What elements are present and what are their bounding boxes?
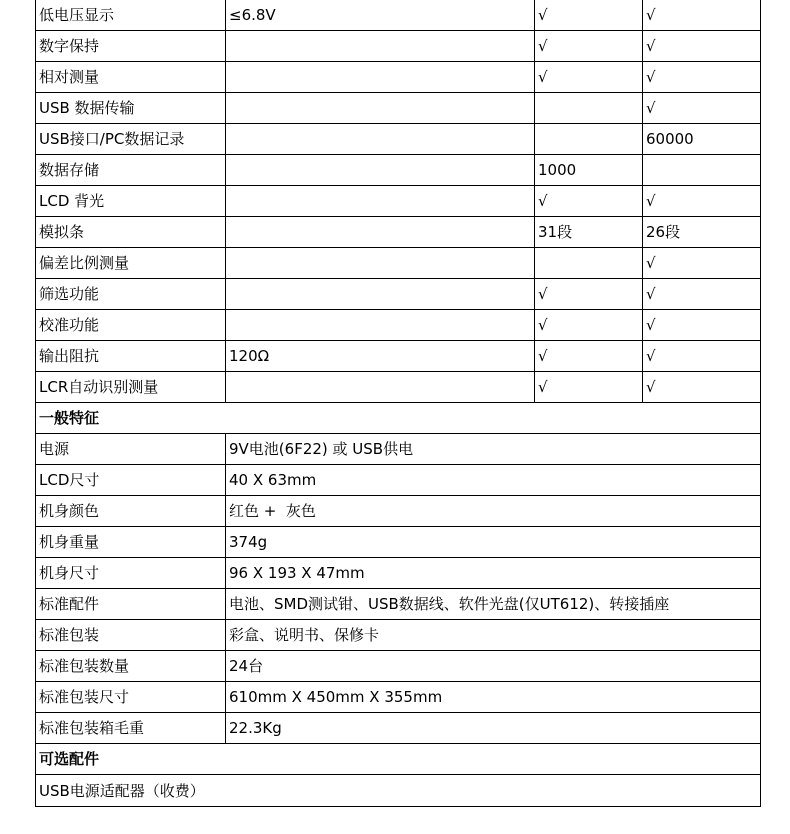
feature-spec: [226, 186, 535, 217]
feature-label: 模拟条: [36, 217, 226, 248]
table-row: [36, 496, 761, 527]
spec-value: 96 X 193 X 47mm: [226, 558, 761, 589]
feature-spec: [226, 217, 535, 248]
table-row: [36, 620, 761, 651]
model1-value: √: [535, 341, 643, 372]
feature-spec: [226, 310, 535, 341]
model1-value: √: [535, 0, 643, 31]
table-row: [36, 124, 761, 155]
table-row: [36, 248, 761, 279]
feature-label: LCD 背光: [36, 186, 226, 217]
model1-value: [535, 248, 643, 279]
model2-value: [643, 155, 761, 186]
model1-value: √: [535, 372, 643, 403]
spec-table-body: [36, 0, 761, 807]
section-title-general: 一般特征: [36, 403, 761, 434]
spec-value: 610mm X 450mm X 355mm: [226, 682, 761, 713]
section-title-optional: 可选配件: [36, 744, 761, 775]
section-header-row: [36, 403, 761, 434]
table-row: [36, 372, 761, 403]
model2-value: √: [643, 279, 761, 310]
table-row: [36, 155, 761, 186]
feature-label: 输出阻抗: [36, 341, 226, 372]
spec-table: [35, 0, 761, 807]
spec-label: 标准配件: [36, 589, 226, 620]
model1-value: √: [535, 186, 643, 217]
spec-value: 电池、SMD测试钳、USB数据线、软件光盘(仅UT612)、转接插座: [226, 589, 761, 620]
table-row: [36, 217, 761, 248]
feature-label: 相对测量: [36, 62, 226, 93]
feature-label: 偏差比例测量: [36, 248, 226, 279]
model2-value: √: [643, 372, 761, 403]
spec-value: 红色 + 灰色: [226, 496, 761, 527]
model2-value: √: [643, 93, 761, 124]
feature-spec: ≤6.8V: [226, 0, 535, 31]
table-row: [36, 279, 761, 310]
feature-spec: [226, 155, 535, 186]
spec-label: 标准包装箱毛重: [36, 713, 226, 744]
table-row: [36, 589, 761, 620]
feature-label: USB 数据传输: [36, 93, 226, 124]
table-row: [36, 31, 761, 62]
spec-value: 彩盒、说明书、保修卡: [226, 620, 761, 651]
spec-label: 机身重量: [36, 527, 226, 558]
model1-value: √: [535, 62, 643, 93]
model1-value: √: [535, 310, 643, 341]
model2-value: √: [643, 248, 761, 279]
model1-value: 1000: [535, 155, 643, 186]
model2-value: 60000: [643, 124, 761, 155]
table-row: [36, 341, 761, 372]
feature-spec: [226, 62, 535, 93]
spec-label: 机身颜色: [36, 496, 226, 527]
feature-label: 低电压显示: [36, 0, 226, 31]
spec-label: 标准包装数量: [36, 651, 226, 682]
table-row: [36, 186, 761, 217]
spec-label: 标准包装: [36, 620, 226, 651]
table-row: [36, 558, 761, 589]
feature-spec: [226, 279, 535, 310]
feature-label: 数字保持: [36, 31, 226, 62]
feature-spec: [226, 93, 535, 124]
spec-value: 22.3Kg: [226, 713, 761, 744]
model1-value: [535, 93, 643, 124]
spec-label: 电源: [36, 434, 226, 465]
section-header-row: [36, 744, 761, 775]
table-row: [36, 713, 761, 744]
model2-value: √: [643, 310, 761, 341]
model1-value: √: [535, 31, 643, 62]
feature-spec: [226, 124, 535, 155]
table-row: [36, 434, 761, 465]
model2-value: √: [643, 31, 761, 62]
spec-value: 9V电池(6F22) 或 USB供电: [226, 434, 761, 465]
table-row: [36, 310, 761, 341]
spec-value: 24台: [226, 651, 761, 682]
model1-value: √: [535, 279, 643, 310]
spec-label: 标准包装尺寸: [36, 682, 226, 713]
feature-spec: [226, 248, 535, 279]
model2-value: √: [643, 0, 761, 31]
spec-label: 机身尺寸: [36, 558, 226, 589]
model2-value: √: [643, 62, 761, 93]
model2-value: √: [643, 341, 761, 372]
feature-label: 数据存储: [36, 155, 226, 186]
table-row: [36, 0, 761, 31]
feature-spec: [226, 31, 535, 62]
spec-value: 374g: [226, 527, 761, 558]
table-row: [36, 465, 761, 496]
model2-value: √: [643, 186, 761, 217]
table-row: [36, 682, 761, 713]
table-row: [36, 775, 761, 807]
feature-label: LCR自动识别测量: [36, 372, 226, 403]
table-row: [36, 62, 761, 93]
table-row: [36, 93, 761, 124]
spec-label: LCD尺寸: [36, 465, 226, 496]
feature-spec: 120Ω: [226, 341, 535, 372]
feature-spec: [226, 372, 535, 403]
feature-label: 筛选功能: [36, 279, 226, 310]
model1-value: 31段: [535, 217, 643, 248]
table-row: [36, 651, 761, 682]
table-row: [36, 527, 761, 558]
model2-value: 26段: [643, 217, 761, 248]
model1-value: [535, 124, 643, 155]
optional-accessory: USB电源适配器（收费）: [36, 775, 761, 807]
feature-label: USB接口/PC数据记录: [36, 124, 226, 155]
feature-label: 校准功能: [36, 310, 226, 341]
spec-value: 40 X 63mm: [226, 465, 761, 496]
